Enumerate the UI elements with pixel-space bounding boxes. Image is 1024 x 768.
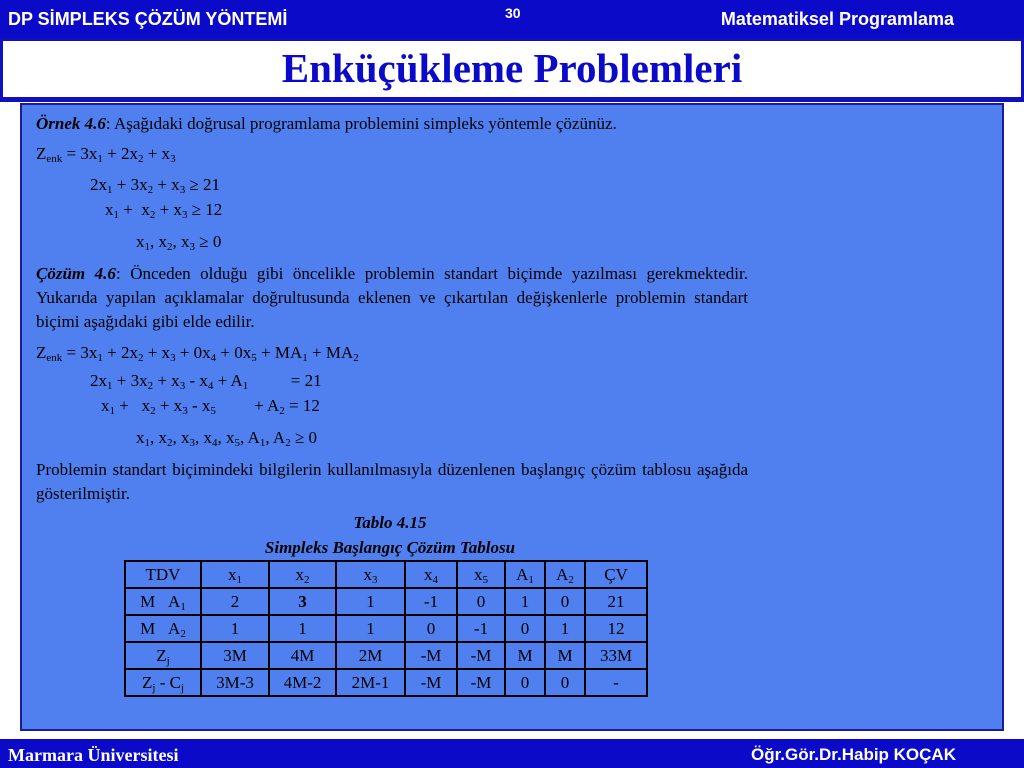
table-cell: 1 [201,615,269,642]
table-row [125,642,647,669]
header-cell: $x_4$ [405,561,457,588]
table-cell: -1 [457,615,505,642]
table-cell: 2M [336,642,405,669]
footer-bar [0,739,1024,768]
row-label: $Z_j$ [125,642,201,669]
table-cell: -M [457,642,505,669]
simplex-table [124,560,648,697]
table-cell: 21 [585,588,647,615]
header-cell: $A_1$ [505,561,545,588]
title-box [0,38,1024,102]
header-cell: $x_2$ [269,561,336,588]
table-intro-paragraph: Problemin standart biçimindeki bilgilerin kullanılmasıyla düzenlenen başlangıç çözüm tablosu aşağıda gösterilmiştir. [36,460,748,503]
table-cell: M [505,642,545,669]
solution-text: : Önceden olduğu gibi öncelikle problemin standart biçimde yazılması gerekmektedir. Yukarıda yapılan açıklamalar doğrultusunda eklenen ve çıkartılan değişkenlerle problemin standart biçimi aşağıdaki gibi elde edilir. [36,264,748,331]
table-cell: 4M [269,642,336,669]
table-cell: 1 [269,615,336,642]
table-cell: 0 [457,588,505,615]
table-cell: 1 [336,615,405,642]
table-header-row [125,561,647,588]
header-cell: ÇV [585,561,647,588]
table-cell: -1 [405,588,457,615]
header-cell: $x_3$ [336,561,405,588]
standard-nonnegativity: $x_1$, $x_2$, $x_3$, $x_4$, $x_5$, $A_1$, $A_2 \ge 0$ [136,428,318,449]
table-cell: 4M-2 [269,669,336,696]
table-cell: 12 [585,615,647,642]
header-cell: $A_2$ [545,561,585,588]
table-cell: 0 [545,588,585,615]
example-text: : Aşağıdaki doğrusal programlama problemini simpleks yöntemle çözünüz. [105,114,617,133]
table-cell: -M [457,669,505,696]
header-cell: $x_1$ [201,561,269,588]
standard-objective: $Z_{enk} = 3x_1 + 2x_2 + x_3 + 0x_4 + 0x_5 + MA_1 + MA_2$ [36,343,359,364]
table-cell: 1 [545,615,585,642]
objective-function: $Z_{enk} = 3x_1 + 2x_2 + x_3$ [36,144,176,165]
slide-title: Enküçükleme Problemleri [281,45,743,91]
header-course-title: DP SİMPLEKS ÇÖZÜM YÖNTEMİ [8,9,288,29]
row-label: M $A_2$ [125,615,201,642]
solution-label: Çözüm 4.6 [36,264,116,283]
table-row [125,615,647,642]
standard-constraint-2: $x_1 + x_2 + x_3 - x_5$ + $A_2 = 12$ [101,396,320,417]
example-label: Örnek 4.6 [36,114,106,133]
header-bar [0,0,1024,38]
table-row [125,588,647,615]
table-cell: 2M-1 [336,669,405,696]
table-cell: 0 [545,669,585,696]
table-cell: 3M [201,642,269,669]
table-cell: - [585,669,647,696]
table-caption-number: Tablo 4.15 [353,513,427,532]
table-cell: 2 [201,588,269,615]
table-cell: -M [405,669,457,696]
table-cell: 0 [505,615,545,642]
standard-constraint-1: $2x_1 + 3x_2 + x_3 - x_4 + A_1$ = 21 [90,371,322,392]
table-cell: 3M-3 [201,669,269,696]
table-caption-title: Simpleks Başlangıç Çözüm Tablosu [264,538,516,557]
table-cell: M [545,642,585,669]
constraint-1: $2x_1 + 3x_2 + x_3 \ge 21$ [90,175,221,196]
table-cell: 1 [505,588,545,615]
header-cell: $x_5$ [457,561,505,588]
footer-university: Marmara Üniversitesi [8,745,179,765]
table-cell: 1 [336,588,405,615]
table-cell: 0 [505,669,545,696]
row-label: M $A_1$ [125,588,201,615]
table-cell: -M [405,642,457,669]
page-number: 30 [505,5,521,21]
example-line [36,112,748,136]
solution-paragraph [36,262,748,334]
header-cell: TDV [125,561,201,588]
table-cell: 33M [585,642,647,669]
table-cell: 0 [405,615,457,642]
table-row [125,669,647,696]
row-label: $Z_j - C_j$ [125,669,201,696]
footer-author: Öğr.Gör.Dr.Habip KOÇAK [751,745,956,764]
constraint-2: $x_1 + x_2 + x_3 \ge 12$ [105,200,223,221]
header-subject: Matematiksel Programlama [720,9,954,29]
nonnegativity: $x_1$, $x_2$, $x_3 \ge 0$ [136,232,222,253]
table-cell: 3 [269,588,336,615]
